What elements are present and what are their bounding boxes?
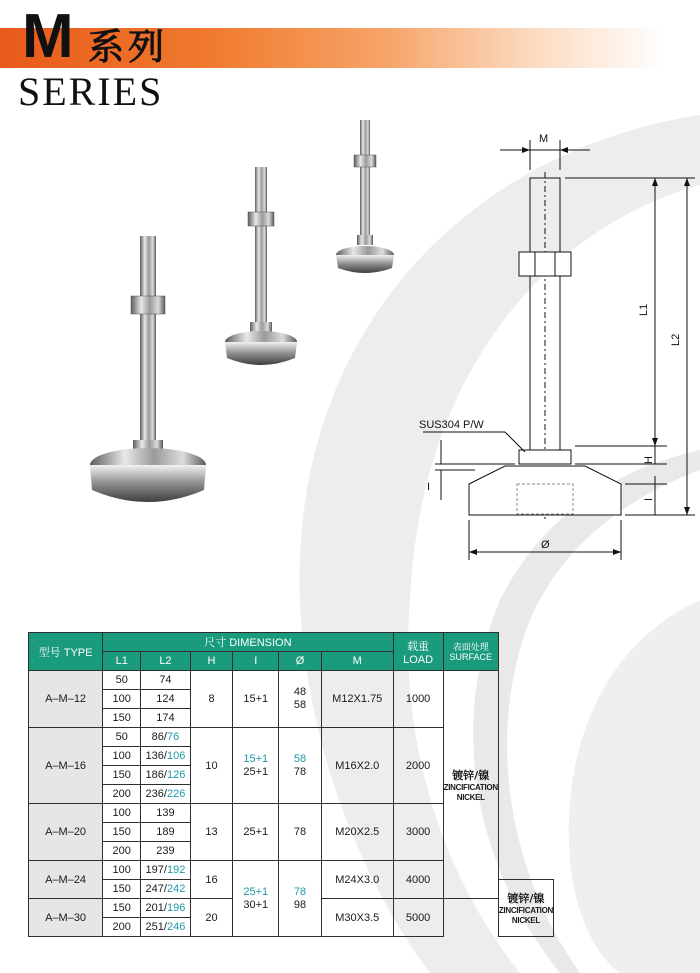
surface-cn: 镀锌/镍: [507, 892, 545, 905]
load-cell: 1000: [393, 671, 443, 728]
dia-cell: [279, 671, 322, 728]
l1-cell: 100: [103, 747, 141, 766]
header-surface-cn: 表面处理: [452, 641, 489, 652]
surface-cell: [498, 880, 553, 937]
dia-cell: [279, 728, 322, 804]
header-i: I: [233, 652, 279, 671]
l1-cell: 150: [103, 880, 141, 899]
l2-value: 174: [156, 712, 175, 724]
l2-cell: [141, 804, 190, 823]
type-cell: A–M–20: [29, 804, 103, 861]
surface-en: ZINCIFICATION: [443, 782, 498, 792]
l1-cell: 150: [103, 823, 141, 842]
m-cell: M24X3.0: [321, 861, 393, 899]
dia-cell: [279, 861, 322, 937]
type-cell: A–M–30: [29, 899, 103, 937]
l1-cell: 200: [103, 785, 141, 804]
l2-cell: [141, 785, 190, 804]
header-h: H: [190, 652, 233, 671]
l2-cell: [141, 728, 190, 747]
l1-cell: 100: [103, 861, 141, 880]
surface-en: ZINCIFICATION: [498, 906, 553, 915]
header-surface: [443, 633, 498, 671]
dim-m: M: [539, 133, 549, 145]
i-value: 30+1: [243, 898, 269, 911]
l2-alt-value: 126: [166, 769, 186, 781]
surface-cell: [443, 671, 498, 899]
l2-cell: [141, 690, 190, 709]
dia-cell: 78: [279, 804, 322, 861]
series-chinese-title: 系列: [88, 27, 169, 68]
h-cell: 10: [190, 728, 233, 804]
l2-value: 251/: [145, 921, 167, 933]
l2-cell: [141, 823, 190, 842]
header-type: 型号 TYPE: [29, 633, 103, 671]
h-cell: 20: [190, 899, 233, 937]
m-cell: M20X2.5: [321, 804, 393, 861]
dia-value: 58: [293, 699, 307, 711]
m-cell: M30X3.5: [321, 899, 393, 937]
l2-value: 186/: [145, 769, 167, 781]
l2-cell: [141, 747, 190, 766]
l2-cell: [141, 880, 190, 899]
header-dimension: 尺寸 DIMENSION: [103, 633, 393, 652]
l2-alt-value: 246: [166, 921, 186, 933]
i-cell: 25+1: [233, 804, 279, 861]
l2-cell: [141, 671, 190, 690]
l2-value: 124: [156, 693, 175, 705]
l1-cell: 50: [103, 728, 141, 747]
i-value: 25+1: [243, 885, 269, 898]
h-cell: 13: [190, 804, 233, 861]
type-cell: A–M–16: [29, 728, 103, 804]
m-cell: M16X2.0: [321, 728, 393, 804]
l1-cell: 150: [103, 899, 141, 918]
l2-value: 189: [156, 826, 175, 838]
material-label: SUS304 P/W: [419, 419, 484, 431]
l1-cell: 100: [103, 690, 141, 709]
l2-cell: [141, 766, 190, 785]
i-value: 25+1: [243, 765, 269, 778]
series-letter: M: [22, 2, 74, 71]
leveler-medium: [225, 167, 297, 365]
l1-cell: 50: [103, 671, 141, 690]
l2-value: 197/: [145, 864, 167, 876]
l2-value: 247/: [145, 883, 167, 895]
l2-cell: [141, 918, 190, 937]
load-cell: 4000: [393, 861, 443, 899]
load-cell: 5000: [393, 899, 443, 937]
series-title: SERIES: [18, 69, 164, 114]
h-cell: 16: [190, 861, 233, 899]
l2-alt-value: 106: [166, 750, 186, 762]
l2-value: 139: [156, 807, 175, 819]
l2-cell: [141, 899, 190, 918]
header-dia: Ø: [279, 652, 322, 671]
l2-cell: [141, 709, 190, 728]
l1-cell: 200: [103, 842, 141, 861]
l2-alt-value: 196: [166, 902, 186, 914]
dia-value: 98: [293, 898, 307, 911]
dim-dia: Ø: [541, 539, 550, 551]
l2-value: 236/: [145, 788, 167, 800]
i-cell: [233, 728, 279, 804]
leveler-small: [336, 120, 394, 273]
surface-en: NICKEL: [456, 792, 485, 802]
technical-drawing: [405, 120, 700, 570]
dia-value: 58: [293, 752, 307, 765]
dim-left-i: I: [427, 481, 431, 493]
i-cell: 15+1: [233, 671, 279, 728]
dim-l2: L2: [670, 333, 682, 346]
header-surface-en: SURFACE: [449, 651, 492, 662]
type-cell: A–M–24: [29, 861, 103, 899]
i-cell: [233, 861, 279, 937]
product-photo: [80, 110, 420, 530]
l2-value: 86/: [151, 731, 167, 743]
l2-value: 74: [159, 674, 172, 686]
m-cell: M12X1.75: [321, 671, 393, 728]
l1-cell: 100: [103, 804, 141, 823]
l1-cell: 150: [103, 766, 141, 785]
l2-value: 201/: [145, 902, 167, 914]
surface-en: NICKEL: [511, 916, 540, 925]
l2-cell: [141, 842, 190, 861]
l2-alt-value: 226: [166, 788, 186, 800]
dia-value: 48: [293, 686, 307, 698]
l2-alt-value: 76: [166, 731, 180, 743]
load-cell: 2000: [393, 728, 443, 804]
type-cell: A–M–12: [29, 671, 103, 728]
header-l1: L1: [103, 652, 141, 671]
l1-cell: 200: [103, 918, 141, 937]
surface-cn: 镀锌/镍: [452, 768, 490, 782]
header-l2: L2: [141, 652, 190, 671]
l2-cell: [141, 861, 190, 880]
l1-cell: 150: [103, 709, 141, 728]
l2-alt-value: 192: [166, 864, 186, 876]
i-value: 15+1: [243, 752, 269, 765]
l2-value: 136/: [145, 750, 167, 762]
l2-value: 239: [156, 845, 175, 857]
header-m: M: [321, 652, 393, 671]
leveler-large: [90, 236, 206, 502]
spec-table: [28, 632, 554, 937]
load-cell: 3000: [393, 804, 443, 861]
dia-value: 78: [293, 885, 307, 898]
dim-h: H: [643, 456, 655, 464]
dim-l1: L1: [638, 303, 650, 316]
table-row: [29, 671, 554, 690]
l2-alt-value: 242: [166, 883, 186, 895]
header-load: 载重 LOAD: [393, 633, 443, 671]
dim-i: I: [643, 497, 655, 501]
dia-value: 78: [293, 765, 307, 778]
h-cell: 8: [190, 671, 233, 728]
